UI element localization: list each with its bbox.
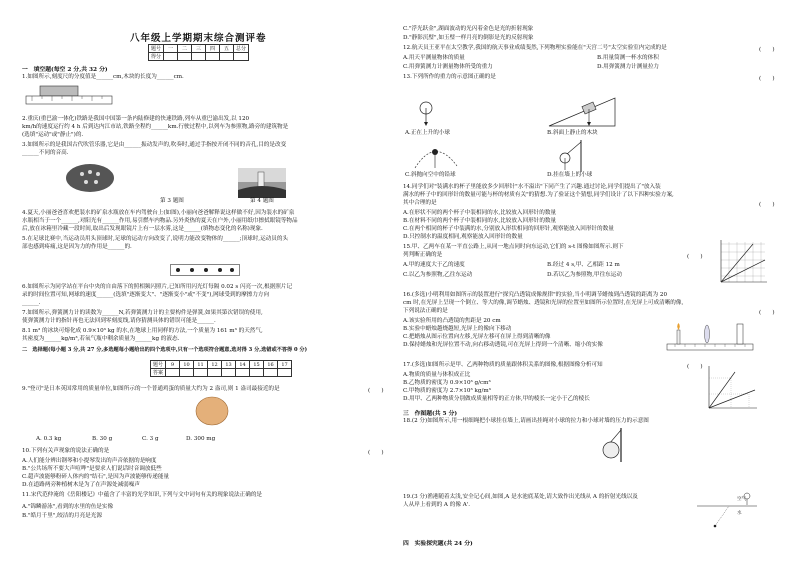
question-10-option-a: A.人们能分辨出钢琴和小提琴发出的声音依据的是响度 xyxy=(22,458,157,464)
answer-paren: ( ) xyxy=(759,76,775,82)
question-6-line-2: 录的时间位置可知,网球的速度______(选填"逐渐变大"、"逐渐变小"或"不变"),网球受到的摩擦力方向 xyxy=(22,292,270,298)
answer-cell xyxy=(222,369,236,377)
figure-4-caption: 第 4 题图 xyxy=(250,198,274,204)
question-9-option-a: A. 0.3 kg xyxy=(36,436,62,442)
answer-paren: ( ) xyxy=(759,202,775,208)
question-2-line-3: (选填"运动"或"静止")的. xyxy=(22,132,84,138)
question-16-line-1: 16.(多选)小明利用如图所示的装置进行"探究凸透镜成像规律"的实验,当小明调节蜡烛到凸透镜的距离为 20 xyxy=(403,292,668,298)
answer-paren: ( ) xyxy=(368,450,384,456)
answer-cell xyxy=(250,369,264,377)
question-7-line-1: 7.如图所示,弹簧测力计的读数为______N,若弹簧测力计的主要构件是弹簧,如果其第次错误的使用, xyxy=(22,310,263,316)
question-19-line-1: 19.(3 分)渔港随着太浅,安全记心间,如图,A 是水池底某处,请大致作出光线从 A 的折射光线以及 xyxy=(403,494,638,500)
score-cell xyxy=(192,53,206,61)
answer-cell xyxy=(208,369,222,377)
answer-paren: ( ) xyxy=(687,254,703,260)
question-3-line-2: ______不同的音高. xyxy=(22,150,69,156)
question-14-option-a: A.在形状不同的两个杯子中装相同的水,比较放入回形针的数量 xyxy=(403,210,557,216)
question-3-line-1: 3.如图所示的是我国古代吹管乐器,它是由______振动发声的,吹奏时,通过手指按开闭不同的音孔,目的是改变 xyxy=(22,142,287,148)
score-table-row xyxy=(149,53,249,61)
answer-cell xyxy=(264,369,278,377)
answer-cell: 13 xyxy=(222,361,236,369)
score-cell xyxy=(164,53,178,61)
question-14-line-1: 14.同学们对"装满水的杯子里能放多少回形针"水不溢出"下同产生了兴趣.通过讨论,同学们提出了"放入装 xyxy=(403,184,661,190)
incline-block-figure xyxy=(547,92,617,128)
answer-cell: 题号 xyxy=(151,361,166,369)
question-11-option-c: C."浮光跃金",湖面波动的光闪着金色是光的折射现象 xyxy=(403,26,534,32)
question-15-option-b: B.经过 4 s,甲、乙相距 12 m xyxy=(547,262,620,268)
question-14-line-2: 满水的杯子中的回形针的数量可能与杯的材质有关"的猜想.为了验证这个猜想,同学们设计了以下四种实验方案, xyxy=(403,192,674,198)
question-15-option-d: D.若以乙为参照物,甲往东运动 xyxy=(547,272,622,278)
question-16-line-2: cm 时,在光屏上呈现一个倒立、等大的像,调节蜡烛、透镜和光屏的位置至如图所示位置时,在光屏上可成清晰的像, xyxy=(403,300,684,306)
section-2-heading: 二 选择题(每小题 3 分,共 27 分,多选题每小题给出的四个选项中,只有一个选项符合题意,选对得 3 分,选错或不答得 0 分) xyxy=(22,347,308,353)
thrown-ball-figure xyxy=(411,140,461,172)
question-9-option-d: D. 300 mg xyxy=(186,436,216,442)
answer-cell xyxy=(236,369,250,377)
rising-ball-figure xyxy=(411,92,441,128)
answer-cell: 17 xyxy=(278,361,292,369)
figure-3-caption: 第 3 题图 xyxy=(160,198,184,204)
section-1-heading: 一 填空题(每空 2 分,共 32 分) xyxy=(22,67,108,73)
answer-cell xyxy=(180,369,194,377)
answer-cell: 15 xyxy=(250,361,264,369)
question-5-line-2: 部也感到疼痛,这是因为力的作用是______的. xyxy=(22,244,132,250)
question-17: 17.(多选)如图所示是甲、乙两种物质的质量跟体积关系的图像,根据图像分析可知 xyxy=(403,362,603,368)
question-17-option-b: B.乙物质的密度为 0.9×10³ g/cm³ xyxy=(403,380,491,386)
question-16-option-d: D.保持蜡烛和光屏位置不动,向右移动透镜,可在光屏上得到一个清晰、缩小的实像 xyxy=(403,342,603,348)
question-7-line-2: 使弹簧测力计的指针再也无法回到零刻度线,请你猜测具体的错误可能是______. xyxy=(22,318,216,324)
page-title: 八年级上学期期末综合测评卷 xyxy=(130,33,267,44)
question-4-line-1: 4.夏天,小丽爸爸喜欢把装水的矿泉水瓶放在车内驾驶台上(如图),小丽向爸爸解释说这样做不好,因为装水的矿泉 xyxy=(22,210,295,216)
score-cell xyxy=(178,53,192,61)
answer-cell xyxy=(166,369,180,377)
wall-ball-figure xyxy=(593,428,627,462)
question-8-line-1: 8.1 m³ 的冰块可熔化成 0.9×10³ kg 的水,在地球上用同样的方法,一个质量为 161 m³ 的天然气, xyxy=(22,328,263,334)
score-cell: 二 xyxy=(178,45,192,53)
question-16-option-c: C.把蜡烛从图示位置向左移,光屏左移可在屏上得到清晰的像 xyxy=(403,334,551,340)
question-2-line-1: 2.重庆(重巴渝一体化)铁路是我国中国第一条内陆修建的快速铁路,列车从重巴渝出发,以 120 xyxy=(22,116,250,122)
answer-cell: 12 xyxy=(208,361,222,369)
answer-cell: 16 xyxy=(264,361,278,369)
question-11-option-d: D."静影沉璧",如玉璧一样月亮的倒影是光的反射现象 xyxy=(403,35,534,41)
score-cell: 总分 xyxy=(234,45,249,53)
question-11-option-a: A."锦鳞游泳",看到的水里的鱼是实像 xyxy=(22,504,114,510)
question-12: 12.航天员王亚平在太空教学,我国的航天事业成绩斐然,下列物理实验能在"天宫二号"太空实验室内完成的是 xyxy=(403,45,667,51)
question-19-line-2: 人从岸上看到的 A 的像 A'. xyxy=(403,502,471,508)
answer-table-row xyxy=(151,369,292,377)
score-table xyxy=(148,44,249,61)
question-15-option-c: C.以乙为参照物,乙往东运动 xyxy=(403,272,473,278)
score-cell: 得分 xyxy=(149,53,164,61)
score-table-header xyxy=(149,45,249,53)
strobe-photo-figure xyxy=(170,264,240,276)
st-graph-figure xyxy=(713,238,771,288)
section-3-heading: 三 作图题(共 5 分) xyxy=(403,411,458,417)
egg-figure xyxy=(192,394,232,428)
score-cell: 四 xyxy=(206,45,220,53)
optical-bench-figure xyxy=(665,318,755,354)
answer-table-header xyxy=(151,361,292,369)
hanging-ball-figure xyxy=(547,140,587,172)
ocarina-figure xyxy=(60,160,120,196)
question-10-option-b: B."公共场所不要大声喧哗"是要求人们说话时音调放低些 xyxy=(22,466,162,472)
question-12-option-a: A.用天平测量物体的质量 xyxy=(403,55,465,61)
question-5-line-1: 5.在足球比赛中,当运动员用头顶球时,足球的运动方向改变了,说明力能改变物体的______;顶球时,运动员的头 xyxy=(22,236,289,242)
question-13: 13.下列所作的重力的示意图正确的是 xyxy=(403,74,496,80)
answer-cell: 14 xyxy=(236,361,250,369)
question-17-option-a: A.物质的质量与体积成正比 xyxy=(403,372,471,378)
mass-volume-graph-figure xyxy=(701,364,761,414)
question-10: 10.下列有关声现象的说法正确的是 xyxy=(22,448,110,454)
question-2-line-2: km/h的速度运行约 4 h 后到达内江市站,铁路全程约______km.行驶过程中,以列车为参照物,路旁的建筑物是 xyxy=(22,124,289,130)
section-4-heading: 四 实验探究题(共 24 分) xyxy=(403,541,473,547)
question-1: 1.如图所示,刻度尺的分度值是______cm,木块的长度为______cm. xyxy=(22,74,184,80)
ruler-figure xyxy=(22,84,122,110)
refraction-figure xyxy=(695,486,759,536)
question-6-line-1: 6.如图所示为同学站在平台中央的自由落下的照相频闪照片,已知所用闪光灯每隔 0.02 s 闪亮一次,根据照片记 xyxy=(22,284,293,290)
question-16-option-b: B.实验中蜡烛越烧越短,光屏上的像向下移动 xyxy=(403,326,512,332)
question-13-option-c: C.斜抛向空中的铅球 xyxy=(405,172,456,178)
question-11: 11.宋代范仲淹的《岳阳楼记》中蕴含了丰富的光学知识,下列与文中词句有关的现象说法正确的是 xyxy=(22,492,263,498)
question-14-line-3: 其中合理的是 xyxy=(403,200,437,206)
question-6-line-3: ______. xyxy=(22,300,41,306)
answer-cell xyxy=(194,369,208,377)
question-16-line-3: 下列说法正确的是 xyxy=(403,308,448,314)
question-16-option-a: A.该实验所用的凸透镜的焦距是 20 cm xyxy=(403,318,501,324)
question-14-option-c: C.在两个相同的杯子中装满的水,分别放入形状相同的回形针,观察能放入回形针的数量 xyxy=(403,226,614,232)
answer-cell: 11 xyxy=(194,361,208,369)
question-17-option-d: D.用甲、乙两种物质分别做成质量相等的正方体,甲的棱长一定小于乙的棱长 xyxy=(403,396,590,402)
question-12-option-d: D.用弹簧测力计测量拉力 xyxy=(597,64,660,70)
answer-paren: ( ) xyxy=(759,47,775,53)
question-15-option-a: A.甲的速度大于乙的速度 xyxy=(403,262,465,268)
question-11-option-b: B."皓月千里",皎洁的月亮是光源 xyxy=(22,513,102,519)
question-10-option-d: D.在道路两旁种植树木是为了在声源处减弱噪声 xyxy=(22,482,140,488)
question-13-option-a: A.正在上升的小球 xyxy=(405,130,450,136)
question-17-option-c: C.甲物质的密度为 2.7×10³ kg/m³ xyxy=(403,388,491,394)
question-8-line-2: 其密度为______kg/m³,若氧气瓶中剩余质量为______kg 的液态. xyxy=(22,336,180,342)
score-cell xyxy=(234,53,249,61)
question-14-option-d: D.只控制水的温度相同,观察能放入回形针的数量 xyxy=(403,234,523,240)
water-label: 水 xyxy=(737,511,742,516)
question-15-line-1: 15.甲、乙两车在某一平直公路上,从同一地点同时向东运动,它们的 s-t 图像如图所示.则下 xyxy=(403,244,624,250)
question-14-option-b: B.在材料不同的两个杯子中装相同的水,比较放入回形针的数量 xyxy=(403,218,557,224)
question-10-option-c: C.超声波能够粉碎人体内的"结石",是因为声波能够传递能量 xyxy=(22,474,170,480)
question-12-option-b: B.用量筒测一杯水的体积 xyxy=(597,55,659,61)
question-18: 18.(2 分)如图所示,用一根细绳把小球挂在墙上,请画出挂绳对小球的拉力和小球对墙的压力的示意图 xyxy=(403,418,649,424)
answer-paren: ( ) xyxy=(368,388,384,394)
answer-cell: 10 xyxy=(180,361,194,369)
score-cell xyxy=(206,53,220,61)
answer-table xyxy=(150,360,292,377)
question-13-option-d: D.挂在墙上的小球 xyxy=(547,172,593,178)
question-9-line-1: 9."登司"是日本英国常用的质量单位,如图所示的一个普通鸡蛋的质量大约为 2 盎司,则 1 盎司最接近的是 xyxy=(22,386,280,392)
score-cell: 题号 xyxy=(149,45,164,53)
question-9-option-b: B. 30 g xyxy=(92,436,113,442)
answer-cell xyxy=(278,369,292,377)
answer-paren: ( ) xyxy=(759,310,775,316)
question-9-option-c: C. 3 g xyxy=(142,436,159,442)
question-13-option-b: B.斜面上静止的木块 xyxy=(547,130,598,136)
answer-cell: 9 xyxy=(166,361,180,369)
right-column xyxy=(397,0,794,562)
question-12-option-c: C.用弹簧测力计测量物体所受的重力 xyxy=(403,64,493,70)
answer-cell: 答案 xyxy=(151,369,166,377)
question-15-line-2: 列判断正确的是 xyxy=(403,252,443,258)
air-label: 空气 xyxy=(737,497,747,502)
score-cell: 五 xyxy=(220,45,234,53)
answer-paren: ( ) xyxy=(687,364,703,370)
score-cell xyxy=(220,53,234,61)
car-dashboard-figure xyxy=(238,168,286,198)
question-4-line-2: 水瓶相当于一个______,对阳光有______作用,易引燃车内物品.另外炎热的夏天在户外,小丽用纸巾擦拭眼镜等物品 xyxy=(22,218,298,224)
score-cell: 三 xyxy=(192,45,206,53)
question-4-line-3: 后,放在冰箱里冷藏一段时间,取出后发现眼镜片上有一层水雾,这是______(填物态变化的名称)现象. xyxy=(22,226,263,232)
score-cell: 一 xyxy=(164,45,178,53)
